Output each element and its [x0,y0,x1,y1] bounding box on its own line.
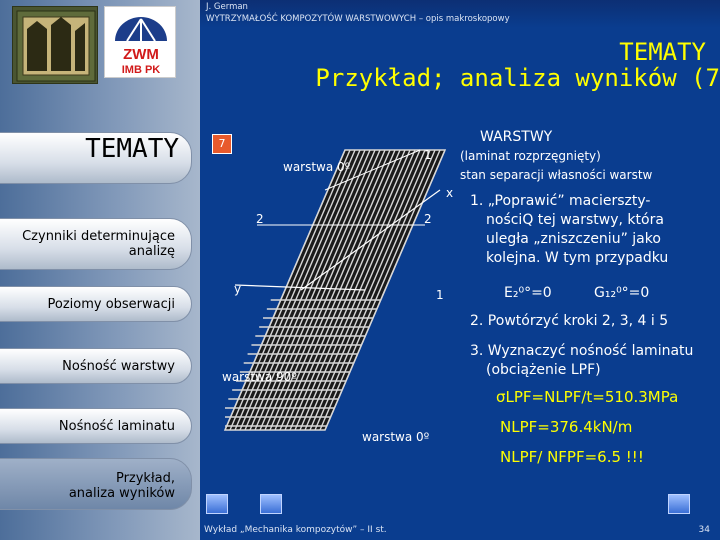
zwm-logo-text: ZWM [123,46,159,63]
nlpf-equation: NLPF=376.4kN/m [500,418,633,436]
label-2-left: 2 [256,212,264,226]
nav-nosnosc-laminatu[interactable] [0,408,192,444]
label-x: x [446,186,454,200]
laminate-diagram [205,130,465,454]
g12-value: G₁₂⁰°=0 [594,285,650,301]
prev-slide-button[interactable] [260,494,282,514]
step-3 [470,342,693,380]
slide-number-badge: 7 [212,134,232,154]
panel-subtitle-1: (laminat rozprzęgnięty) [460,149,601,163]
nav-nosnosc-warstwy-label: Nośność warstwy [62,359,175,374]
panel-subtitle-2: stan separacji własności warstw [460,168,653,182]
label-warstwa-90: warstwa 90º [222,370,297,384]
nav-przyklad-line1: Przykład, [115,471,175,486]
nav-poziomy-label: Poziomy obserwacji [47,297,175,312]
sigma-lpf-equation: σLPF=NLPF/t=510.3MPa [496,388,679,406]
e2-value: E₂⁰°=0 [504,285,552,301]
nav-nosnosc-warstwy[interactable] [0,348,192,384]
author-name: J. German [206,2,248,12]
nav-czynniki-label [22,229,175,259]
step-1-line-4: kolejna. W tym przypadku [486,250,669,266]
course-title: WYTRZYMAŁOŚĆ KOMPOZYTÓW WARSTWOWYCH – opis makroskopowy [206,14,510,24]
nav-czynniki-line1: Czynniki determinujące [22,229,175,244]
step-1-line-1: 1. „Poprawić” macierszty- [470,193,651,209]
label-2-right: 2 [424,212,432,226]
slide-title: TEMATY [619,38,706,66]
label-y: y [234,282,242,296]
nav-przyklad[interactable] [0,458,192,510]
nav-tematy-label: TEMATY [85,134,179,164]
nav-tematy[interactable] [0,132,192,184]
next-slide-button[interactable] [668,494,690,514]
label-1-top: 1 [424,148,432,162]
first-slide-button[interactable] [206,494,228,514]
panel-title: WARSTWY [480,129,553,145]
slide-subtitle: Przykład; analiza wyników (7 [315,64,720,92]
step-3-line-2: (obciążenie LPF) [486,362,601,378]
step-1-line-2: nościQ tej warstwy, która [486,212,664,228]
label-1-right: 1 [436,288,444,302]
nav-przyklad-label [69,471,175,501]
step-1-line-3: uległa „zniszczeniu” jako [486,231,661,247]
pk-logo [12,6,98,84]
step-3-line-1: 3. Wyznaczyć nośność laminatu [470,343,694,359]
label-warstwa-0-bottom: warstwa 0º [362,430,430,444]
nav-nosnosc-laminatu-label: Nośność laminatu [58,419,175,434]
step-2: 2. Powtórzyć kroki 2, 3, 4 i 5 [470,313,669,329]
page-number: 34 [698,525,710,535]
nav-przyklad-line2: analiza wyników [68,486,175,501]
nlpf-nfpf-ratio: NLPF/ NFPF=6.5 !!! [500,448,644,466]
zwm-logo-subtext: IMB PK [121,64,161,76]
nav-poziomy[interactable] [0,286,192,322]
footer-lecture: Wykład „Mechanika kompozytów” – II st. [204,525,387,535]
nav-czynniki[interactable] [0,218,192,270]
zwm-logo [104,6,176,78]
label-warstwa-0-top: warstwa 0º [283,160,351,174]
step-1 [470,192,668,268]
nav-czynniki-line2: analizę [128,244,175,259]
